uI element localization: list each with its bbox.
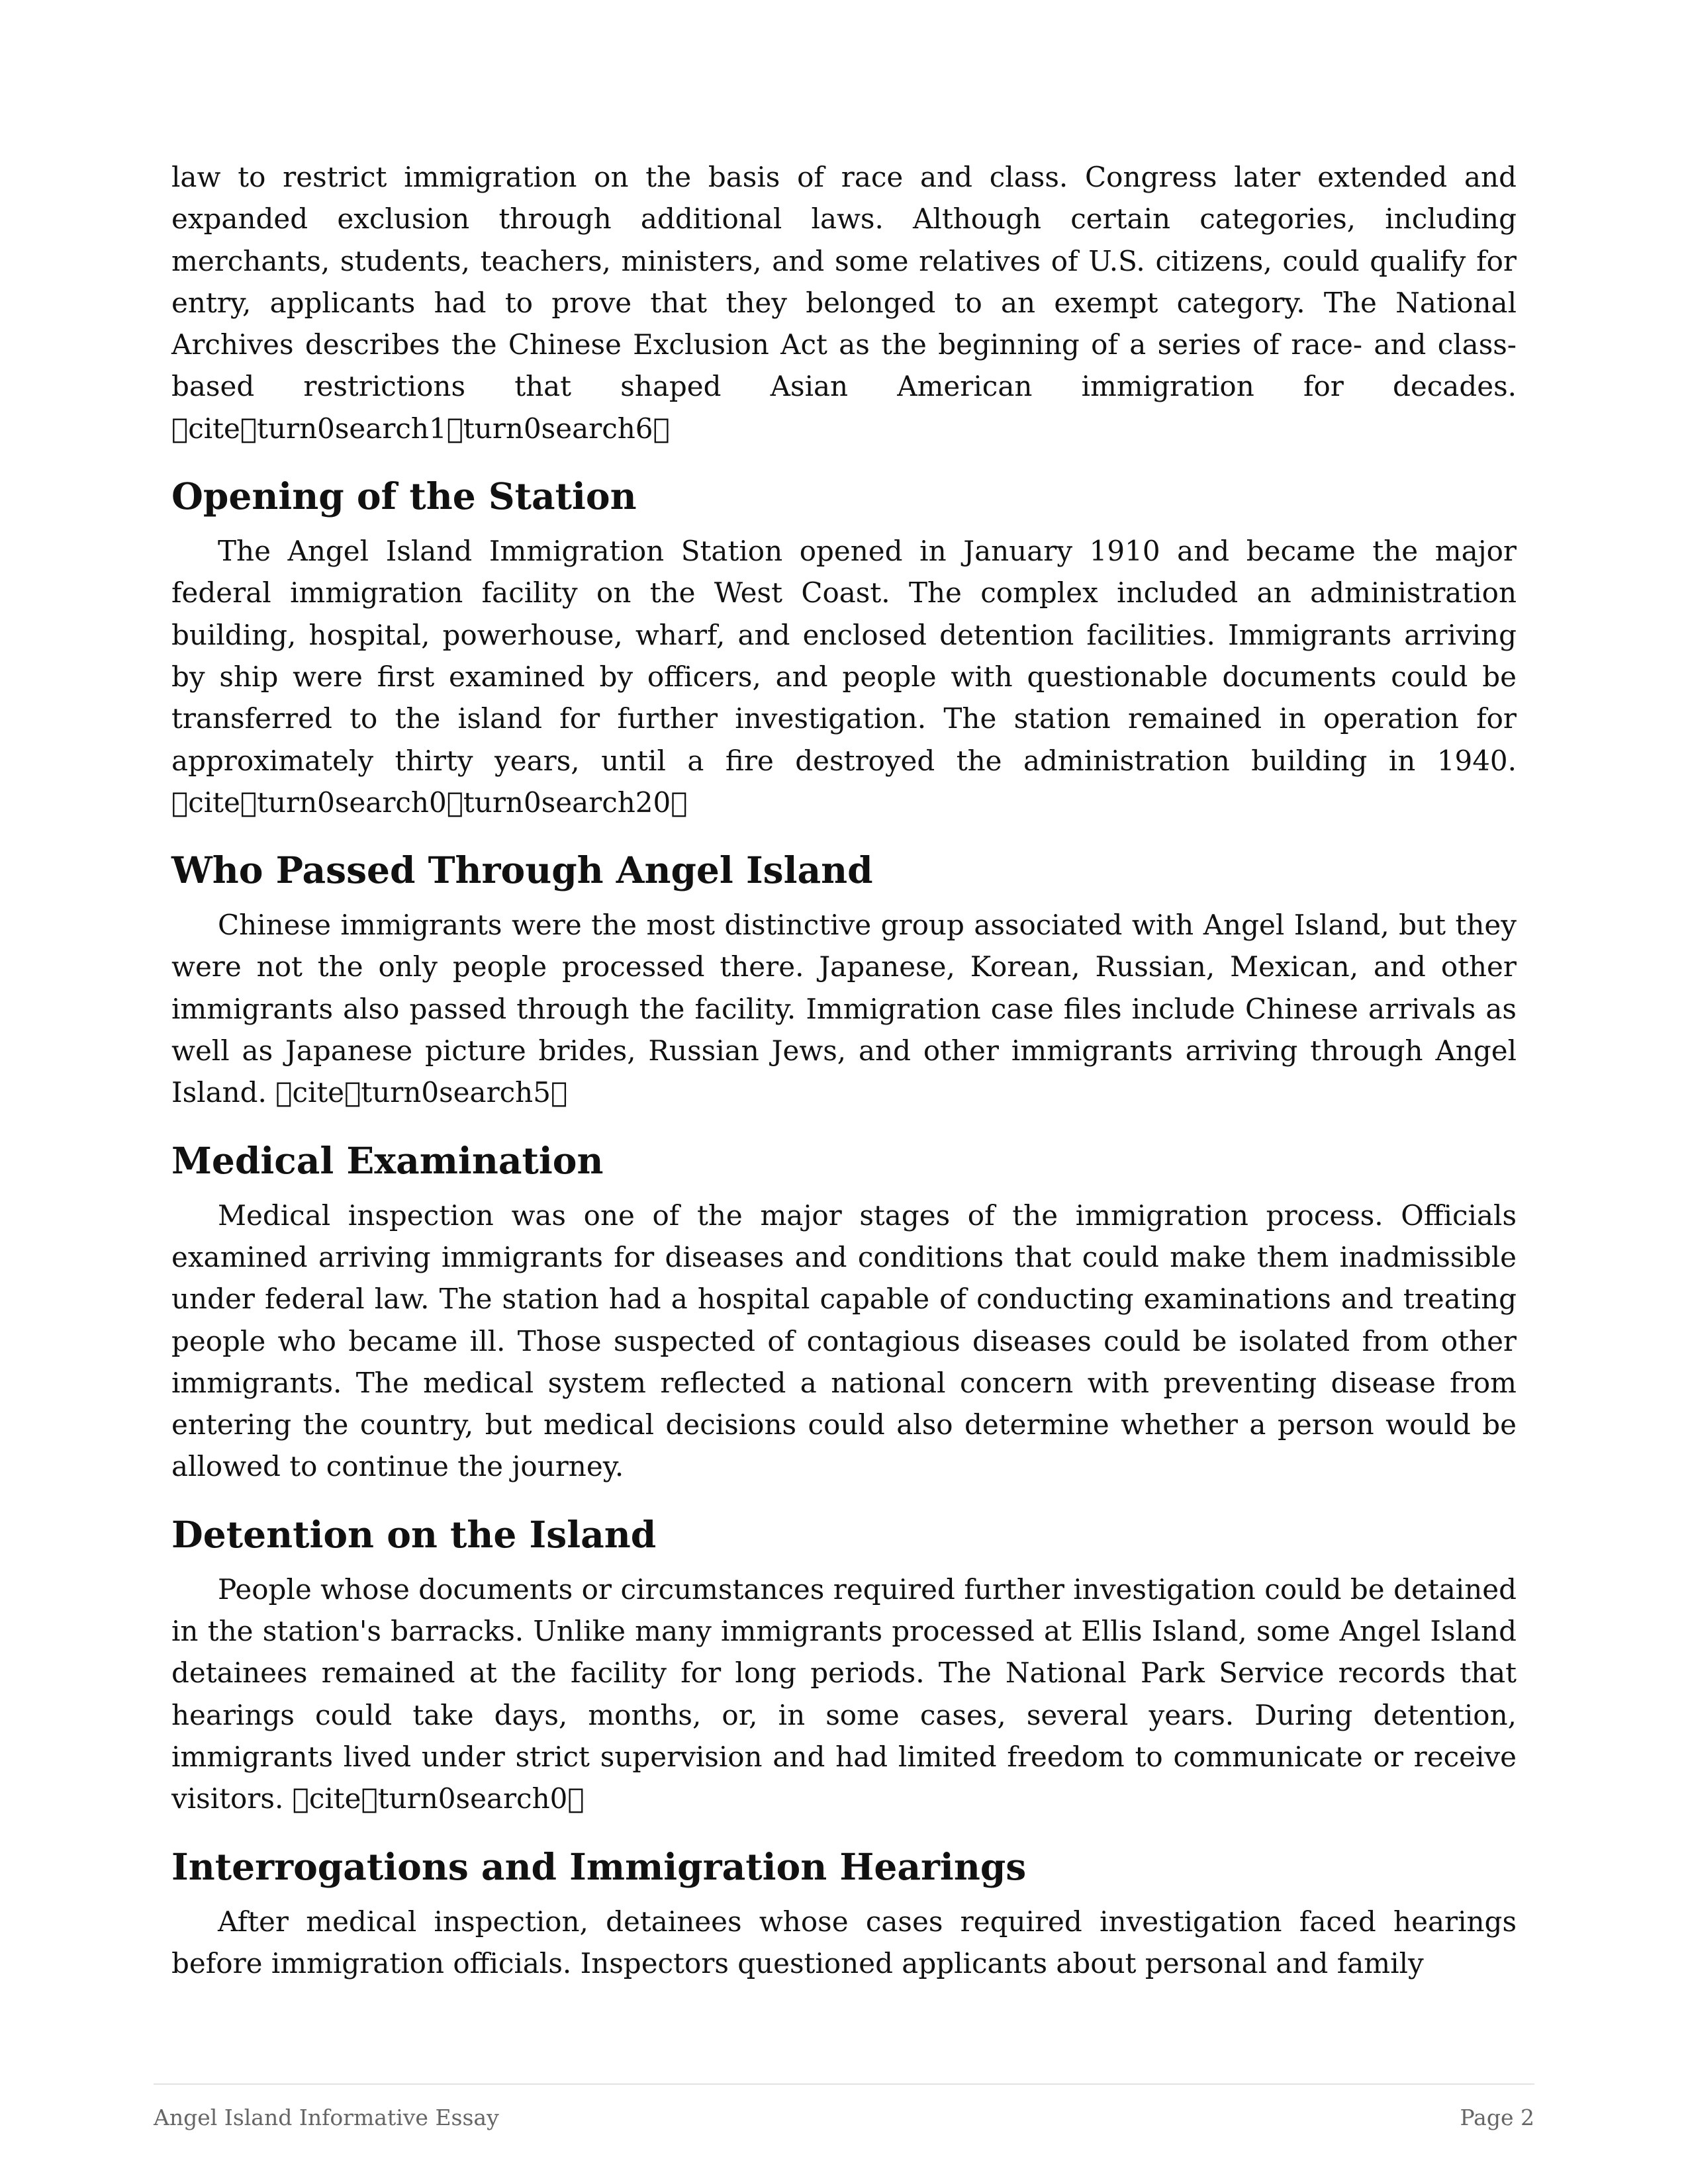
section-heading-opening: Opening of the Station bbox=[171, 475, 637, 518]
section-heading-medical: Medical Examination bbox=[171, 1138, 604, 1182]
section-paragraph-medical: Medical inspection was one of the major stages of the immigration process. Officials examined arriving immigrants for diseases and conditions that could make them inadmissible under federal law. The station had a hospital capable of conducting examinations and treating people who became ill. Those suspected of contagious diseases could be isolated from other immigrants. The medical system reflected a national concern with preventing disease from entering the country, but medical decisions could also determine whether a person would be allowed to continue the journey. bbox=[171, 1199, 1517, 1483]
continued-paragraph: law to restrict immigration on the basis of race and class. Congress later extended and expanded exclusion through additional laws. Although certain categories, including merchants, students, teachers, ministers, and some relatives of U.S. citizens, could qualify for entry, applicants had to prove that they belonged to an exempt category. The National Archives describes the Chinese Exclusion Act as the beginning of a series of race- and class-based restrictions that shaped Asian American immigration for decades. cite turn0search1 turn0search6 bbox=[171, 161, 1517, 445]
section-paragraph-opening: The Angel Island Immigration Station opened in January 1910 and became the major federal immigration facility on the West Coast. The complex included an administration building, hospital, powerhouse, wharf, and enclosed detention facilities. Immigrants arriving by ship were first examined by officers, and people with questionable documents could be transferred to the island for further investigation. The station remained in operation for approximately thirty years, until a fire destroyed the administration building in 1940. cite turn0search0 turn0search20 bbox=[171, 535, 1517, 819]
section-paragraph-detention: People whose documents or circumstances required further investigation could be detained in the station's barracks. Unlike many immigrants processed at Ellis Island, some Angel Island detainees remained at the facility for long periods. The National Park Service records that hearings could take days, months, or, in some cases, several years. During detention, immigrants lived under strict supervision and had limited freedom to communicate or receive visitors. cite turn0search0 bbox=[171, 1572, 1517, 1815]
section-heading-who-passed: Who Passed Through Angel Island bbox=[171, 848, 873, 892]
page-footer bbox=[154, 2083, 1534, 2130]
footer-page-number: Page 2 bbox=[1460, 2105, 1534, 2130]
footer-document-title: Angel Island Informative Essay bbox=[154, 2105, 499, 2130]
section-heading-interrogations: Interrogations and Immigration Hearings bbox=[171, 1844, 1027, 1888]
document-body bbox=[171, 156, 1517, 1984]
section-paragraph-who-passed: Chinese immigrants were the most distinctive group associated with Angel Island, but they were not the only people processed there. Japanese, Korean, Russian, Mexican, and other immigrants also passed through the facility. Immigration case files include Chinese arrivals as well as Japanese picture brides, Russian Jews, and other immigrants arriving through Angel Island. cite turn0search5 bbox=[171, 909, 1517, 1109]
section-heading-detention: Detention on the Island bbox=[171, 1512, 657, 1556]
section-paragraph-interrogations: After medical inspection, detainees whose cases required investigation faced hearings before immigration officials. Inspectors questioned applicants about personal and family bbox=[171, 1905, 1517, 1979]
